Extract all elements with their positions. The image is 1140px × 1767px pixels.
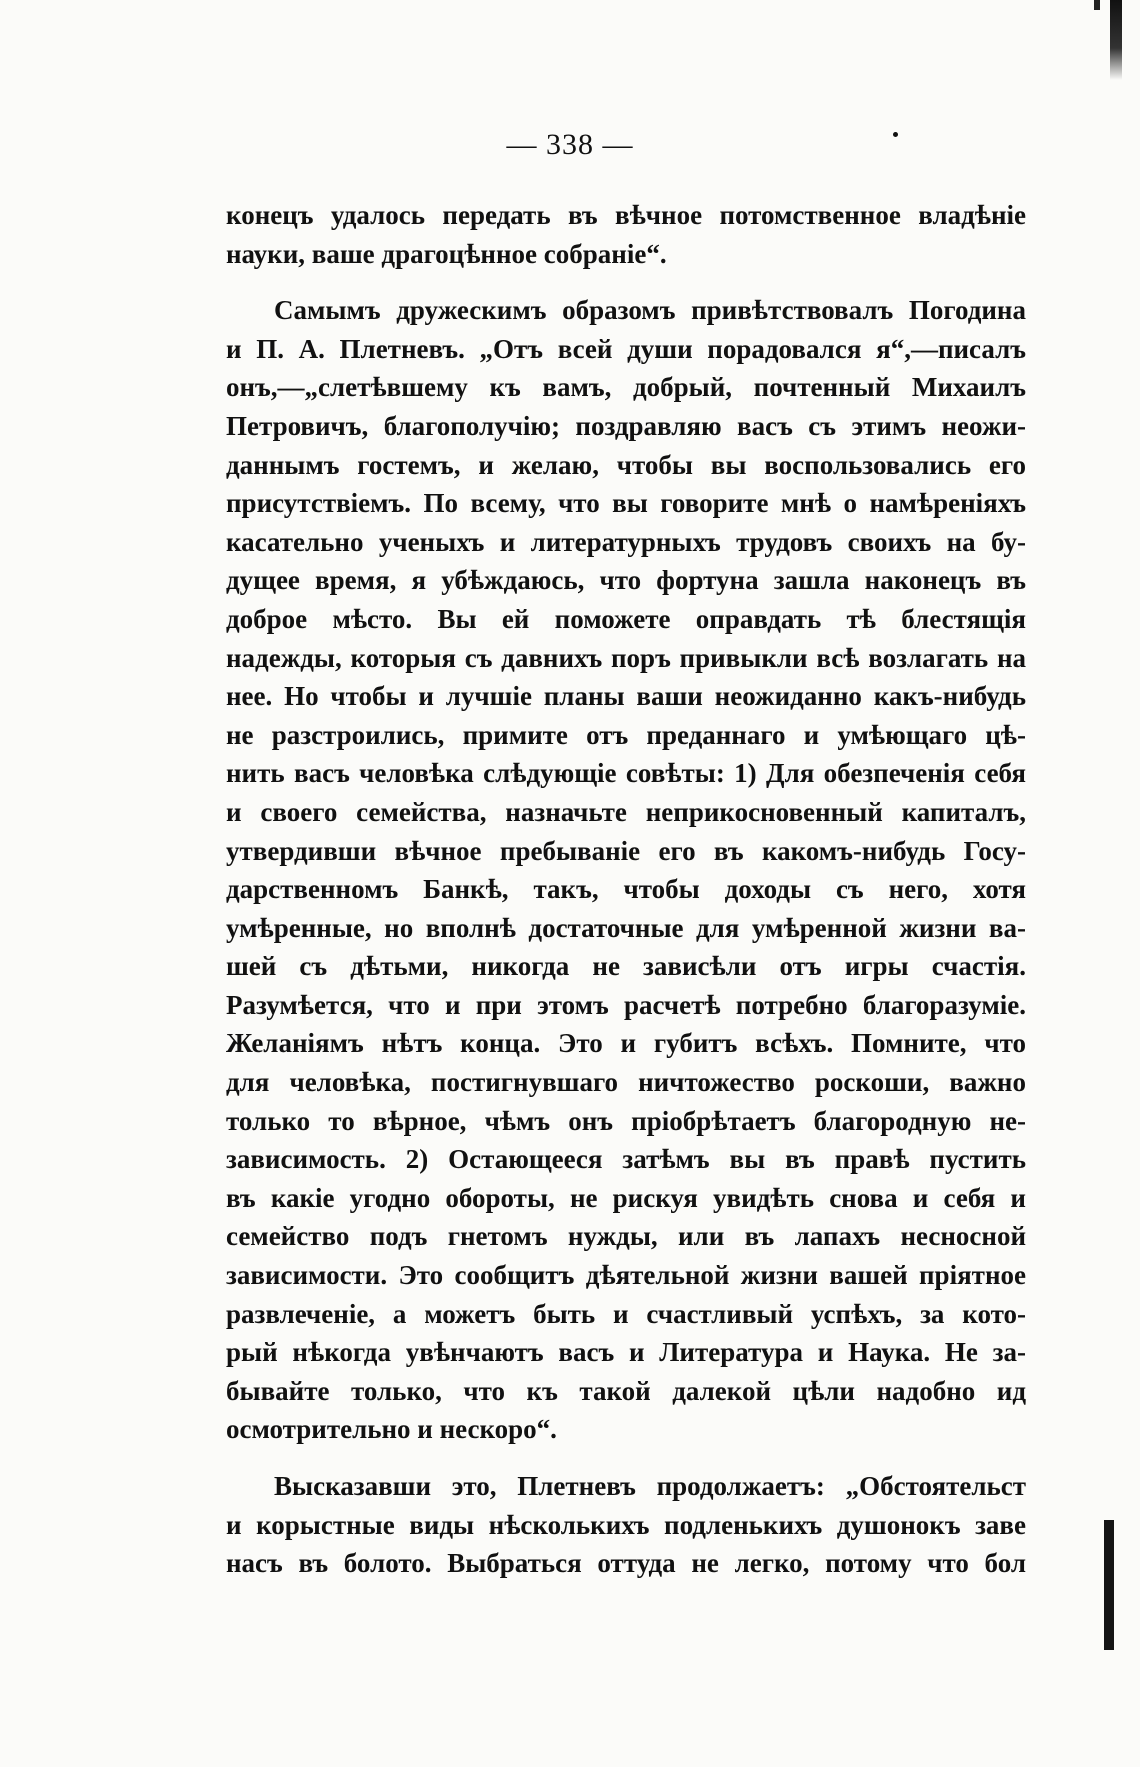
text-line: и корыстные виды нѣсколькихъ подленькихъ душонокъ заве bbox=[226, 1509, 1026, 1540]
text-line: Разумѣется, что и при этомъ расчетѣ потребно благоразуміе. bbox=[226, 989, 1026, 1020]
text-line: и П. А. Плетневъ. „Отъ всей души порадовался я“,—писалъ bbox=[226, 333, 1026, 364]
page-edge-shadow-top bbox=[1110, 0, 1122, 80]
text-line: утвердивши вѣчное пребываніе его въ какомъ-нибудь Госу- bbox=[226, 835, 1026, 866]
text-line: нее. Но чтобы и лучшіе планы ваши неожиданно какъ-нибудь bbox=[226, 681, 1026, 712]
text-line: не разстроились, примите отъ преданнаго и умѣющаго цѣ- bbox=[226, 719, 1026, 750]
text-line: даннымъ гостемъ, и желаю, чтобы вы воспользовались его bbox=[226, 449, 1026, 480]
page-edge-shadow-right bbox=[1104, 1520, 1114, 1650]
text-line: осмотрительно и нескоро“. bbox=[226, 1414, 557, 1445]
text-line: въ какіе угодно обороты, не рискуя увидѣть снова и себя и bbox=[226, 1182, 1026, 1213]
text-line: и своего семейства, назначьте неприкосновенный капиталъ, bbox=[226, 796, 1026, 827]
text-line: Высказавши это, Плетневъ продолжаетъ: „Обстоятельст bbox=[274, 1471, 1026, 1501]
text-line: Желаніямъ нѣтъ конца. Это и губитъ всѣхъ. Помните, что bbox=[226, 1028, 1026, 1059]
text-line: для человѣка, постигнувшаго ничтожество роскоши, важно bbox=[226, 1067, 1026, 1098]
body-text bbox=[226, 196, 1026, 1583]
text-line: науки, ваше драгоцѣнное собраніе“. bbox=[226, 238, 667, 269]
text-line: шей съ дѣтьми, никогда не зависѣли отъ игры счастія. bbox=[226, 951, 1026, 982]
text-line: конецъ удалось передать въ вѣчное потомственное владѣніе bbox=[226, 200, 1026, 230]
text-line: дущее время, я убѣждаюсь, что фортуна зашла наконецъ въ bbox=[226, 565, 1026, 596]
text-line: надежды, которыя съ давнихъ поръ привыкли всѣ возлагать на bbox=[226, 642, 1026, 673]
text-line: насъ въ болото. Выбраться оттуда не легко, потому что бол bbox=[226, 1548, 1026, 1579]
text-line: нить васъ человѣка слѣдующіе совѣты: 1) Для обезпеченія себя bbox=[226, 758, 1026, 789]
text-line: онъ,—„слетѣвшему къ вамъ, добрый, почтенный Михаилъ bbox=[226, 372, 1026, 403]
text-line: семейство подъ гнетомъ нужды, или въ лапахъ несносной bbox=[226, 1221, 1026, 1252]
paragraph bbox=[226, 1467, 1026, 1583]
text-line: зависимости. Это сообщитъ дѣятельной жизни вашей пріятное bbox=[226, 1260, 1026, 1291]
paragraph bbox=[226, 291, 1026, 1449]
text-line: бывайте только, что къ такой далекой цѣли надобно ид bbox=[226, 1375, 1026, 1406]
text-line: присутствіемъ. По всему, что вы говорите мнѣ о намѣреніяхъ bbox=[226, 488, 1026, 519]
text-line: только то вѣрное, чѣмъ онъ пріобрѣтаетъ благородную не- bbox=[226, 1105, 1026, 1136]
paragraph bbox=[226, 196, 1026, 273]
text-line: Самымъ дружескимъ образомъ привѣтствовалъ Погодина bbox=[274, 295, 1026, 326]
text-line: рый нѣкогда увѣнчаютъ васъ и Литература и Наука. Не за- bbox=[226, 1337, 1026, 1368]
text-line: зависимость. 2) Остающееся затѣмъ вы въ правѣ пустить bbox=[226, 1144, 1026, 1175]
text-line: дарственномъ Банкѣ, такъ, чтобы доходы съ него, хотя bbox=[226, 874, 1026, 905]
text-line: касательно ученыхъ и литературныхъ трудовъ своихъ на бу- bbox=[226, 526, 1026, 557]
text-line: доброе мѣсто. Вы ей поможете оправдать тѣ блестящія bbox=[226, 603, 1026, 634]
text-line: умѣренные, но вполнѣ достаточные для умѣренной жизни ва- bbox=[226, 912, 1026, 943]
text-line: Петровичъ, благополучію; поздравляю васъ съ этимъ неожи- bbox=[226, 410, 1026, 441]
page-number: — 338 — bbox=[506, 128, 634, 161]
text-line: развлеченіе, а можетъ быть и счастливый успѣхъ, за кото- bbox=[226, 1298, 1026, 1329]
page-edge-mark-top bbox=[1094, 0, 1100, 10]
